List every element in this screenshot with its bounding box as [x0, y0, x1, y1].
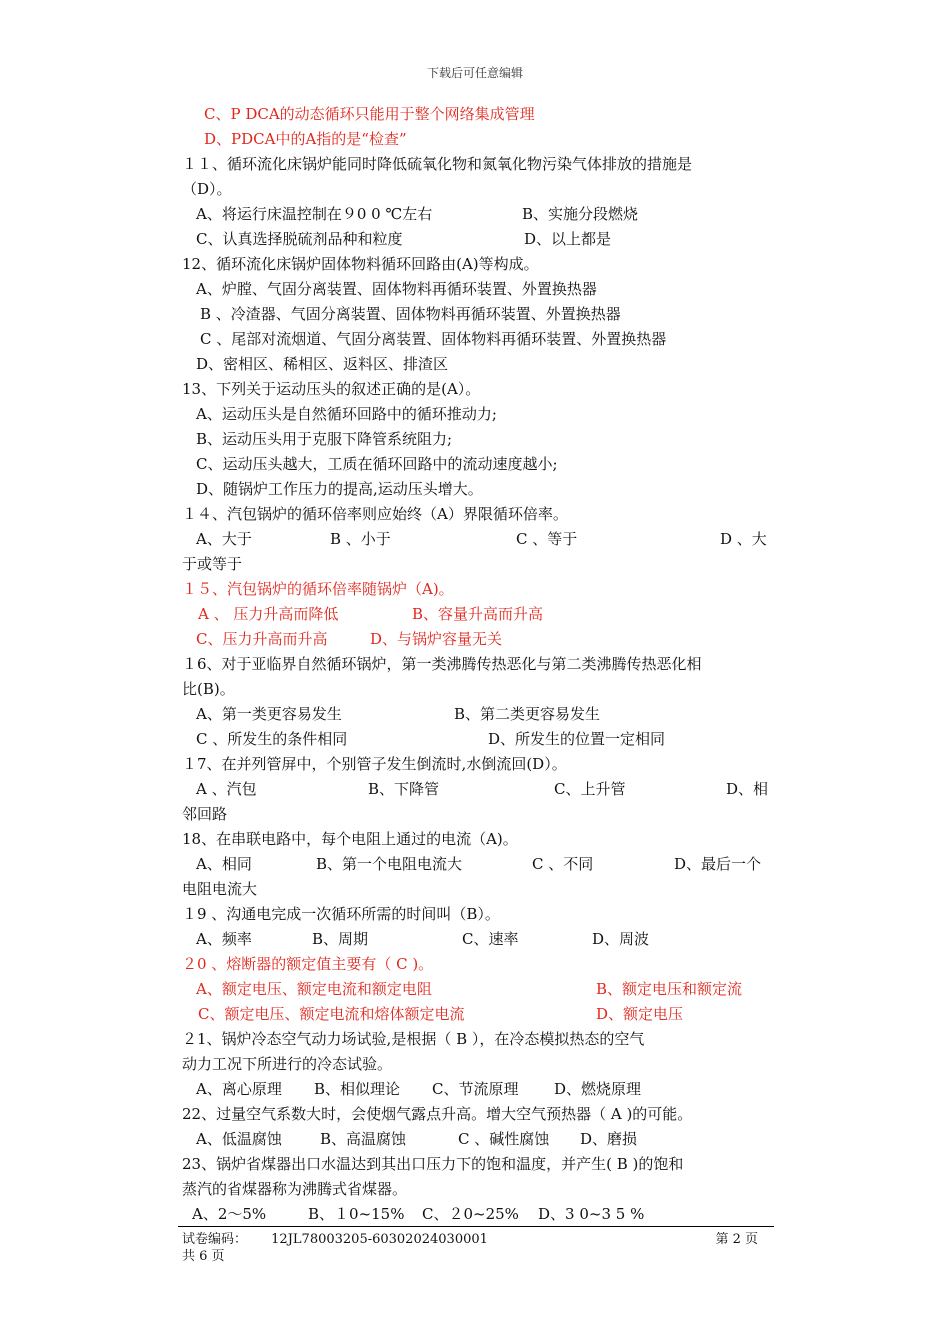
- q19-option-d: D、周波: [592, 930, 650, 948]
- q19-option-c: C、速率: [462, 930, 519, 948]
- q19-options: [182, 927, 772, 952]
- q12-option-d: D、密相区、稀相区、返料区、排渣区: [196, 355, 449, 373]
- q17-option-b: B、下降管: [368, 780, 440, 798]
- q11-option-b: B、实施分段燃烧: [522, 205, 639, 223]
- q15-option-a: A 、 压力升高而降低: [198, 605, 339, 623]
- q20-options-ab: [182, 977, 772, 1002]
- q20-option-d: D、额定电压: [596, 1005, 684, 1023]
- q16-stem: １6、对于亚临界自然循环锅炉，第一类沸腾传热恶化与第二类沸腾传热恶化相: [182, 655, 702, 673]
- q23-option-c: C、２0~25%: [422, 1205, 519, 1223]
- q18-option-d: D、最后一个: [674, 855, 762, 873]
- exam-code: 12JL78003205-60302024030001: [271, 1232, 488, 1247]
- q22-option-d: D、磨损: [580, 1130, 638, 1148]
- q14-option-d: D 、大: [720, 530, 767, 548]
- q12-stem: 12、循环流化床锅炉固体物料循环回路由(A)等构成。: [182, 255, 539, 273]
- q23-stem: 23、锅炉省煤器出口水温达到其出口压力下的饱和温度，并产生( B )的饱和: [182, 1155, 684, 1173]
- q17-option-a: A 、汽包: [196, 780, 257, 798]
- q11-stem: １１、循环流化床锅炉能同时降低硫氧化物和氮氧化物污染气体排放的措施是: [182, 155, 693, 173]
- q15-option-b: B、容量升高而升高: [412, 605, 544, 623]
- q12-option-a: A、炉膛、气固分离装置、固体物料再循环装置、外置换热器: [196, 280, 597, 298]
- q13-option-b: B、运动压头用于克服下降管系统阻力;: [196, 430, 453, 448]
- q12-option-c: C 、尾部对流烟道、气固分离装置、固体物料再循环装置、外置换热器: [200, 330, 667, 348]
- q15-options-ab: [182, 602, 772, 627]
- q14-option-a: A、大于: [196, 530, 252, 548]
- q11-option-c: C、认真选择脱硫剂品种和粒度: [196, 230, 403, 248]
- q13-option-a: A、运动压头是自然循环回路中的循环推动力;: [196, 405, 497, 423]
- q22-option-c: C 、碱性腐蚀: [458, 1130, 550, 1148]
- q14-option-c: C 、等于: [516, 530, 578, 548]
- q15-option-c: C、压力升高而升高: [196, 630, 328, 648]
- q13-option-c: C、运动压头越大，工质在循环回路中的流动速度越小;: [196, 455, 558, 473]
- q19-option-a: A、频率: [196, 930, 252, 948]
- q21-option-c: C、节流原理: [432, 1080, 519, 1098]
- q15-options-cd: [182, 627, 772, 652]
- q15-stem: １５、汽包锅炉的循环倍率随锅炉（A)。: [182, 580, 454, 598]
- q21-options: [182, 1077, 772, 1102]
- q21-option-d: D、燃烧原理: [554, 1080, 642, 1098]
- q18-option-c: C 、不同: [532, 855, 594, 873]
- q18-option-d-cont: 电阻电流大: [182, 880, 258, 898]
- q22-options: [182, 1127, 772, 1152]
- q14-option-b: B 、小于: [330, 530, 391, 548]
- q18-option-a: A、相同: [196, 855, 252, 873]
- page-footer: [182, 1231, 772, 1265]
- q17-option-d-cont: 邻回路: [182, 805, 228, 823]
- q11-options-ab: [182, 202, 772, 227]
- q10-option-d: D、PDCA中的A指的是“检查”: [204, 130, 407, 148]
- q19-option-b: B、周期: [312, 930, 369, 948]
- q16-option-b: B、第二类更容易发生: [454, 705, 601, 723]
- q22-stem: 22、过量空气系数大时，会使烟气露点升高。增大空气预热器（ A )的可能。: [182, 1105, 693, 1123]
- q14-option-d-cont: 于或等于: [182, 555, 243, 573]
- q17-option-c: C、上升管: [554, 780, 626, 798]
- q16-options-cd: [182, 727, 772, 752]
- q15-option-d: D、与锅炉容量无关: [370, 630, 503, 648]
- q14-options: [182, 527, 772, 552]
- q11-option-a: A、将运行床温控制在９0 0 ℃左右: [196, 205, 433, 223]
- q16-option-c: C 、所发生的条件相同: [196, 730, 348, 748]
- q21-option-a: A、离心原理: [196, 1080, 282, 1098]
- q13-option-d: D、随锅炉工作压力的提高,运动压头增大。: [196, 480, 483, 498]
- q13-stem: 13、下列关于运动压头的叙述正确的是(A）。: [182, 380, 481, 398]
- q11-answer: （D）。: [182, 180, 232, 198]
- q18-stem: 18、在串联电路中，每个电阻上通过的电流（A)。: [182, 830, 518, 848]
- q11-option-d: D、以上都是: [524, 230, 612, 248]
- footer-divider: [178, 1226, 774, 1227]
- q10-option-c: C、P DCA的动态循环只能用于整个网络集成管理: [204, 105, 535, 123]
- q21-stem: ２1、锅炉冷态空气动力场试验,是根据（ B ），在冷态模拟热态的空气: [182, 1030, 645, 1048]
- q23-stem-cont: 蒸汽的省煤器称为沸腾式省煤器。: [182, 1180, 408, 1198]
- total-pages: 共 6 页: [182, 1249, 225, 1264]
- q20-options-cd: [182, 1002, 772, 1027]
- q16-option-d: D、所发生的位置一定相同: [488, 730, 666, 748]
- q22-option-b: B、高温腐蚀: [320, 1130, 407, 1148]
- q23-option-a: A、2～5%: [192, 1205, 267, 1223]
- exam-content: [182, 102, 772, 1227]
- q20-option-c: C、额定电压、额定电流和熔体额定电流: [198, 1005, 465, 1023]
- q23-options: [182, 1202, 772, 1227]
- q14-stem: １４、汽包锅炉的循环倍率则应始终（A）界限循环倍率。: [182, 505, 568, 523]
- q18-options: [182, 852, 772, 877]
- q11-options-cd: [182, 227, 772, 252]
- exam-code-line: [182, 1231, 772, 1248]
- exam-code-label: 试卷编码：: [182, 1232, 248, 1247]
- q23-option-d: D、3 0~3 5 %: [538, 1205, 645, 1223]
- q18-option-b: B、第一个电阻电流大: [316, 855, 463, 873]
- q20-option-a: A、额定电压、额定电流和额定电阻: [196, 980, 432, 998]
- q20-option-b: B、额定电压和额定流: [596, 980, 743, 998]
- page-header: 下载后可任意编辑: [426, 66, 523, 80]
- q17-option-d: D、相: [726, 780, 769, 798]
- q21-stem-cont: 动力工况下所进行的冷态试验。: [182, 1055, 393, 1073]
- q21-option-b: B、相似理论: [314, 1080, 401, 1098]
- q16-answer: 比(B)。: [182, 680, 235, 698]
- q20-stem: ２0 、熔断器的额定值主要有（ C )。: [182, 955, 434, 973]
- page-number: 第 2 页: [715, 1232, 758, 1247]
- q16-options-ab: [182, 702, 772, 727]
- q22-option-a: A、低温腐蚀: [196, 1130, 282, 1148]
- q19-stem: １9 、沟通电完成一次循环所需的时间叫（B）。: [182, 905, 500, 923]
- q16-option-a: A、第一类更容易发生: [196, 705, 342, 723]
- q17-options: [182, 777, 772, 802]
- q23-option-b: B、１0~15%: [308, 1205, 405, 1223]
- q12-option-b: B 、冷渣器、气固分离装置、固体物料再循环装置、外置换热器: [200, 305, 621, 323]
- q17-stem: １7、在并列管屏中，个别管子发生倒流时,水倒流回(D）。: [182, 755, 567, 773]
